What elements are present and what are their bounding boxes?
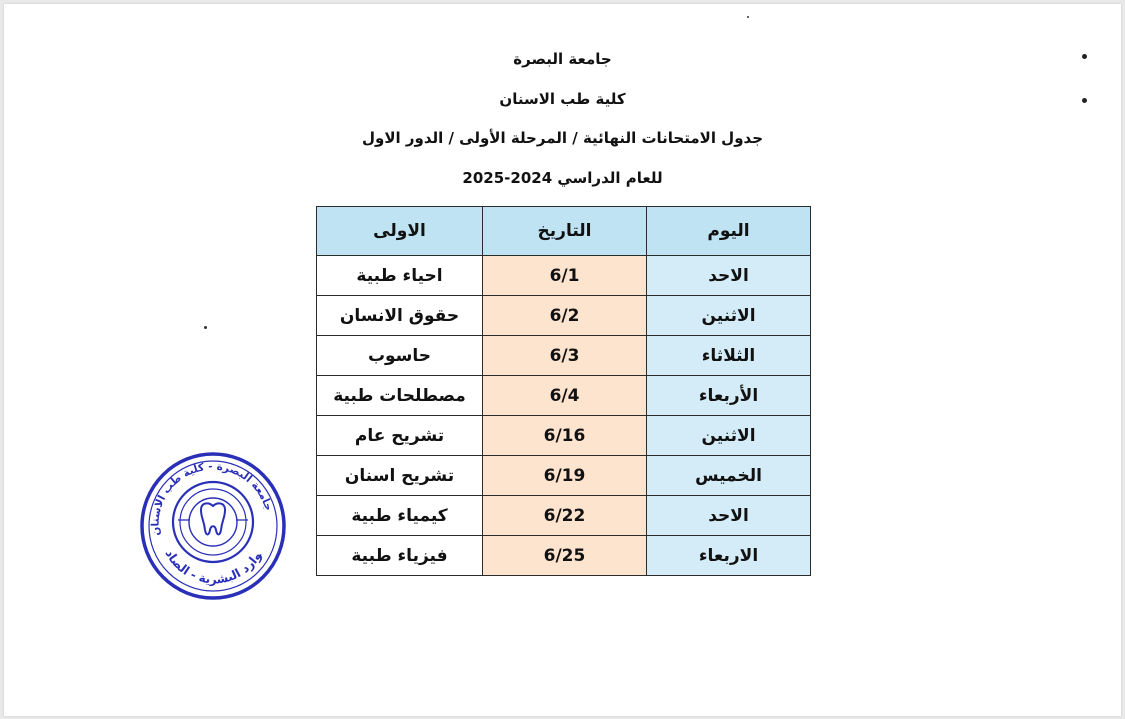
subject-cell: تشريح عام <box>317 416 483 456</box>
subject-cell: حقوق الانسان <box>317 296 483 336</box>
stamp-top-text: جامعة البصرة - كلية طب الاسنان <box>149 460 275 537</box>
day-cell: الخميس <box>647 456 811 496</box>
column-header-subject: الاولى <box>317 207 483 256</box>
college-title: كلية طب الاسنان <box>499 90 626 108</box>
table-row <box>317 536 811 576</box>
table-row <box>317 296 811 336</box>
document-page <box>4 4 1121 716</box>
column-header-day: اليوم <box>647 207 811 256</box>
day-cell: الاربعاء <box>647 536 811 576</box>
table-row <box>317 256 811 296</box>
date-cell: 6/16 <box>483 416 647 456</box>
speck-mark <box>204 326 207 329</box>
date-cell: 6/4 <box>483 376 647 416</box>
table-row <box>317 496 811 536</box>
tooth-icon <box>201 503 225 534</box>
date-cell: 6/3 <box>483 336 647 376</box>
stamp-bottom-text: وارد البشرية - الصاد <box>162 547 265 587</box>
subject-cell: تشريح اسنان <box>317 456 483 496</box>
table-row <box>317 376 811 416</box>
table-header-row <box>317 207 811 256</box>
column-header-date: التاريخ <box>483 207 647 256</box>
date-cell: 6/2 <box>483 296 647 336</box>
university-title: جامعة البصرة <box>513 50 612 68</box>
table-row <box>317 456 811 496</box>
day-cell: الاحد <box>647 496 811 536</box>
subject-cell: احياء طبية <box>317 256 483 296</box>
date-cell: 6/22 <box>483 496 647 536</box>
day-cell: الاثنين <box>647 296 811 336</box>
schedule-title: جدول الامتحانات النهائية / المرحلة الأولى / الدور الاول <box>361 129 763 147</box>
subject-cell: مصطلحات طبية <box>317 376 483 416</box>
date-cell: 6/1 <box>483 256 647 296</box>
stamp-seal <box>138 450 288 602</box>
academic-year: للعام الدراسي 2024-2025 <box>462 169 663 187</box>
subject-cell: حاسوب <box>317 336 483 376</box>
official-stamp <box>138 450 288 602</box>
exam-schedule-table <box>316 206 811 576</box>
date-cell: 6/25 <box>483 536 647 576</box>
subject-cell: كيمياء طبية <box>317 496 483 536</box>
table-row <box>317 336 811 376</box>
table-row <box>317 416 811 456</box>
day-cell: الاحد <box>647 256 811 296</box>
date-cell: 6/19 <box>483 456 647 496</box>
day-cell: الثلاثاء <box>647 336 811 376</box>
day-cell: الاثنين <box>647 416 811 456</box>
subject-cell: فيزياء طبية <box>317 536 483 576</box>
day-cell: الأربعاء <box>647 376 811 416</box>
speck-mark <box>747 16 749 18</box>
